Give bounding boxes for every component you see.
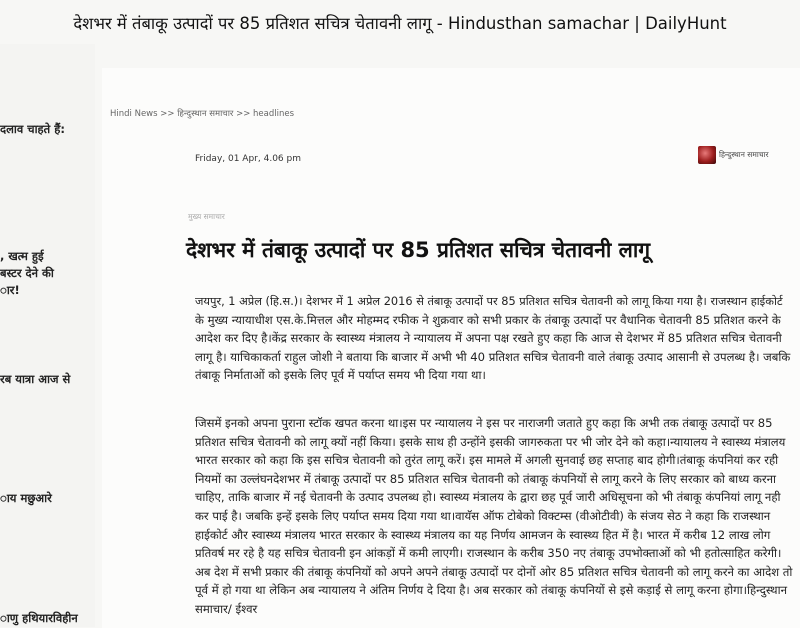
- paragraph-line: कर पाई है। जबकि इन्हें इसके लिए पर्याप्त समय दिया गया था।वायॅस ऑफ टोबेको विक्टम्स (वीओटीवी) के संजय सेठ ने कहा कि राजस्थान: [195, 508, 771, 523]
- sidebar-story-3[interactable]: रब यात्रा आज से: [0, 372, 71, 386]
- breadcrumb[interactable]: Hindi News >> हिन्दुस्थान समाचार >> headlines: [110, 109, 295, 119]
- article-paragraph-2: [195, 414, 795, 619]
- paragraph-line: प्रतिशत सचित्र चेतावनी को लागू क्यों नहीं किया। इसके साथ ही उन्होंने इसकी जागरुकता पर भी जोर देने को कहा।न्यायालय ने स्वास्थ्य मंत्रालय: [195, 434, 786, 449]
- paragraph-line: लागू है। याचिकाकर्ता राहुल जोशी ने बताया कि बाजार में अभी भी 40 प्रतिशत सचित्र चेतावनी वाले तंबाकू उत्पाद आसानी से उपलब्ध है। जबकि: [195, 349, 791, 364]
- sidebar-story-1[interactable]: दलाव चाहते हैं:: [0, 122, 65, 136]
- paragraph-line: नियमों का उल्लंघनदेशभर में तंबाकू उत्पादों पर 85 प्रतिशत सचित्र चेतावनी को तंबाकू कंपनियों से लागू करने के लिए सरकार को बाध्य करना: [195, 471, 777, 486]
- paragraph-line: तंबाकू निर्माताओं को इसके लिए पूर्व में पर्याप्त समय भी दिया गया था।: [195, 368, 486, 383]
- paragraph-line: जिसमें इनको अपना पुराना स्टॉक खपत करना था।इस पर न्यायालय ने इस पर नाराजगी जताते हुए कहा कि अभी तक तंबाकू उत्पादों पर 85: [195, 416, 773, 430]
- paragraph-line: भारत सरकार को कहा कि इस सचित्र चेतावनी को तुरंत लागू करें। इस मामले में अगली सुनवाई छह सप्ताह बाद होगी।तंबाकू कंपनियां कर रही: [195, 453, 779, 468]
- publisher-logo-icon: [698, 146, 716, 164]
- window-title-bar: [0, 0, 800, 44]
- paragraph-line: चाहिए, ताकि बाजार में नई चेतावनी के उत्पाद उपलब्ध हो। स्वास्थ्य मंत्रालय के द्वारा छह पूर्व जारी अधिसूचना को भी तंबाकू कंपनियां लागू नही: [195, 490, 781, 505]
- sidebar-story-4[interactable]: ाय मछुआरे: [0, 491, 52, 505]
- paragraph-line: पूर्व में हो गया था लेकिन अब न्यायालय ने अंतिम निर्णय दे दिया है। अब सरकार को तंबाकू कंपनियों से इसे कड़ाई से लागू करना होगा।हिन्दुस्थान: [195, 583, 788, 598]
- window-title: देशभर में तंबाकू उत्पादों पर 85 प्रतिशत सचित्र चेतावनी लागू - Hindusthan samachar | DailyHunt: [73, 13, 727, 33]
- paragraph-line: जयपुर, 1 अप्रेल (हि.स.)। देशभर में 1 अप्रेल 2016 से तंबाकू उत्पादों पर 85 प्रतिशत सचित्र चेतावनी को लागू किया गया है। राजस्थान हाईकोर्ट: [195, 294, 783, 308]
- sidebar-story-5[interactable]: ाणु हथियारविहीन: [0, 611, 78, 625]
- paragraph-line: प्रतिवर्ष मर रहे है यह सचित्र चेतावनी इन आंकड़ों में कमी लाएगी। राजस्थान के करीब 350 नए तंबाकू उपभोक्ताओं को भी हतोत्साहित करेगी।: [195, 546, 782, 561]
- sidebar-story-2-line-3[interactable]: ार!: [0, 283, 20, 297]
- paragraph-line: आदेश कर दिए है।केंद्र सरकार के स्वास्थ्य मंत्रालय ने न्यायालय में अपना पक्ष रखते हुए कहा कि आज से देशभर में 85 प्रतिशत सचित्र चेतावनी: [195, 331, 782, 346]
- publisher-badge[interactable]: [698, 146, 769, 164]
- sidebar-story-2-line-2[interactable]: बस्टर देने की: [0, 266, 54, 280]
- publisher-name: हिन्दुस्थान समाचार: [719, 150, 769, 159]
- paragraph-line: अब देश में सभी प्रकार की तंबाकू कंपनियों को अपने अपने तंबाकू उत्पादों पर दोनों ओर 85 प्रतिशत सचित्र चेतावनी को लागू करने का आदेश तो: [195, 564, 793, 579]
- related-stories-sidebar: [0, 44, 95, 627]
- article-panel: [102, 68, 800, 628]
- paragraph-line: के मुख्य न्यायाधीश एस.के.मित्तल और मोहम्मद रफीक ने शुक्रवार को सभी प्रकार के तंबाकू उत्पादों पर वैधानिक चेतावनी 85 प्रतिशत करने के: [195, 312, 781, 327]
- article-headline: देशभर में तंबाकू उत्पादों पर 85 प्रतिशत सचित्र चेतावनी लागू: [186, 238, 651, 262]
- article-dateline: Friday, 01 Apr, 4.06 pm: [195, 154, 301, 164]
- article-paragraph-1: [195, 292, 795, 385]
- sidebar-story-2-line-1[interactable]: , खत्म हुई: [0, 249, 44, 263]
- article-kicker: मुख्य समाचार: [188, 212, 225, 221]
- paragraph-line: समाचार/ ईश्वर: [195, 601, 258, 616]
- paragraph-line: हाईकोर्ट और स्वास्थ्य मंत्रालय भारत सरकार के स्वास्थ्य मंत्रालय का यह निर्णय आमजन के स्वास्थ्य हित में है। भारत में करीब 12 लाख लोग: [195, 527, 771, 542]
